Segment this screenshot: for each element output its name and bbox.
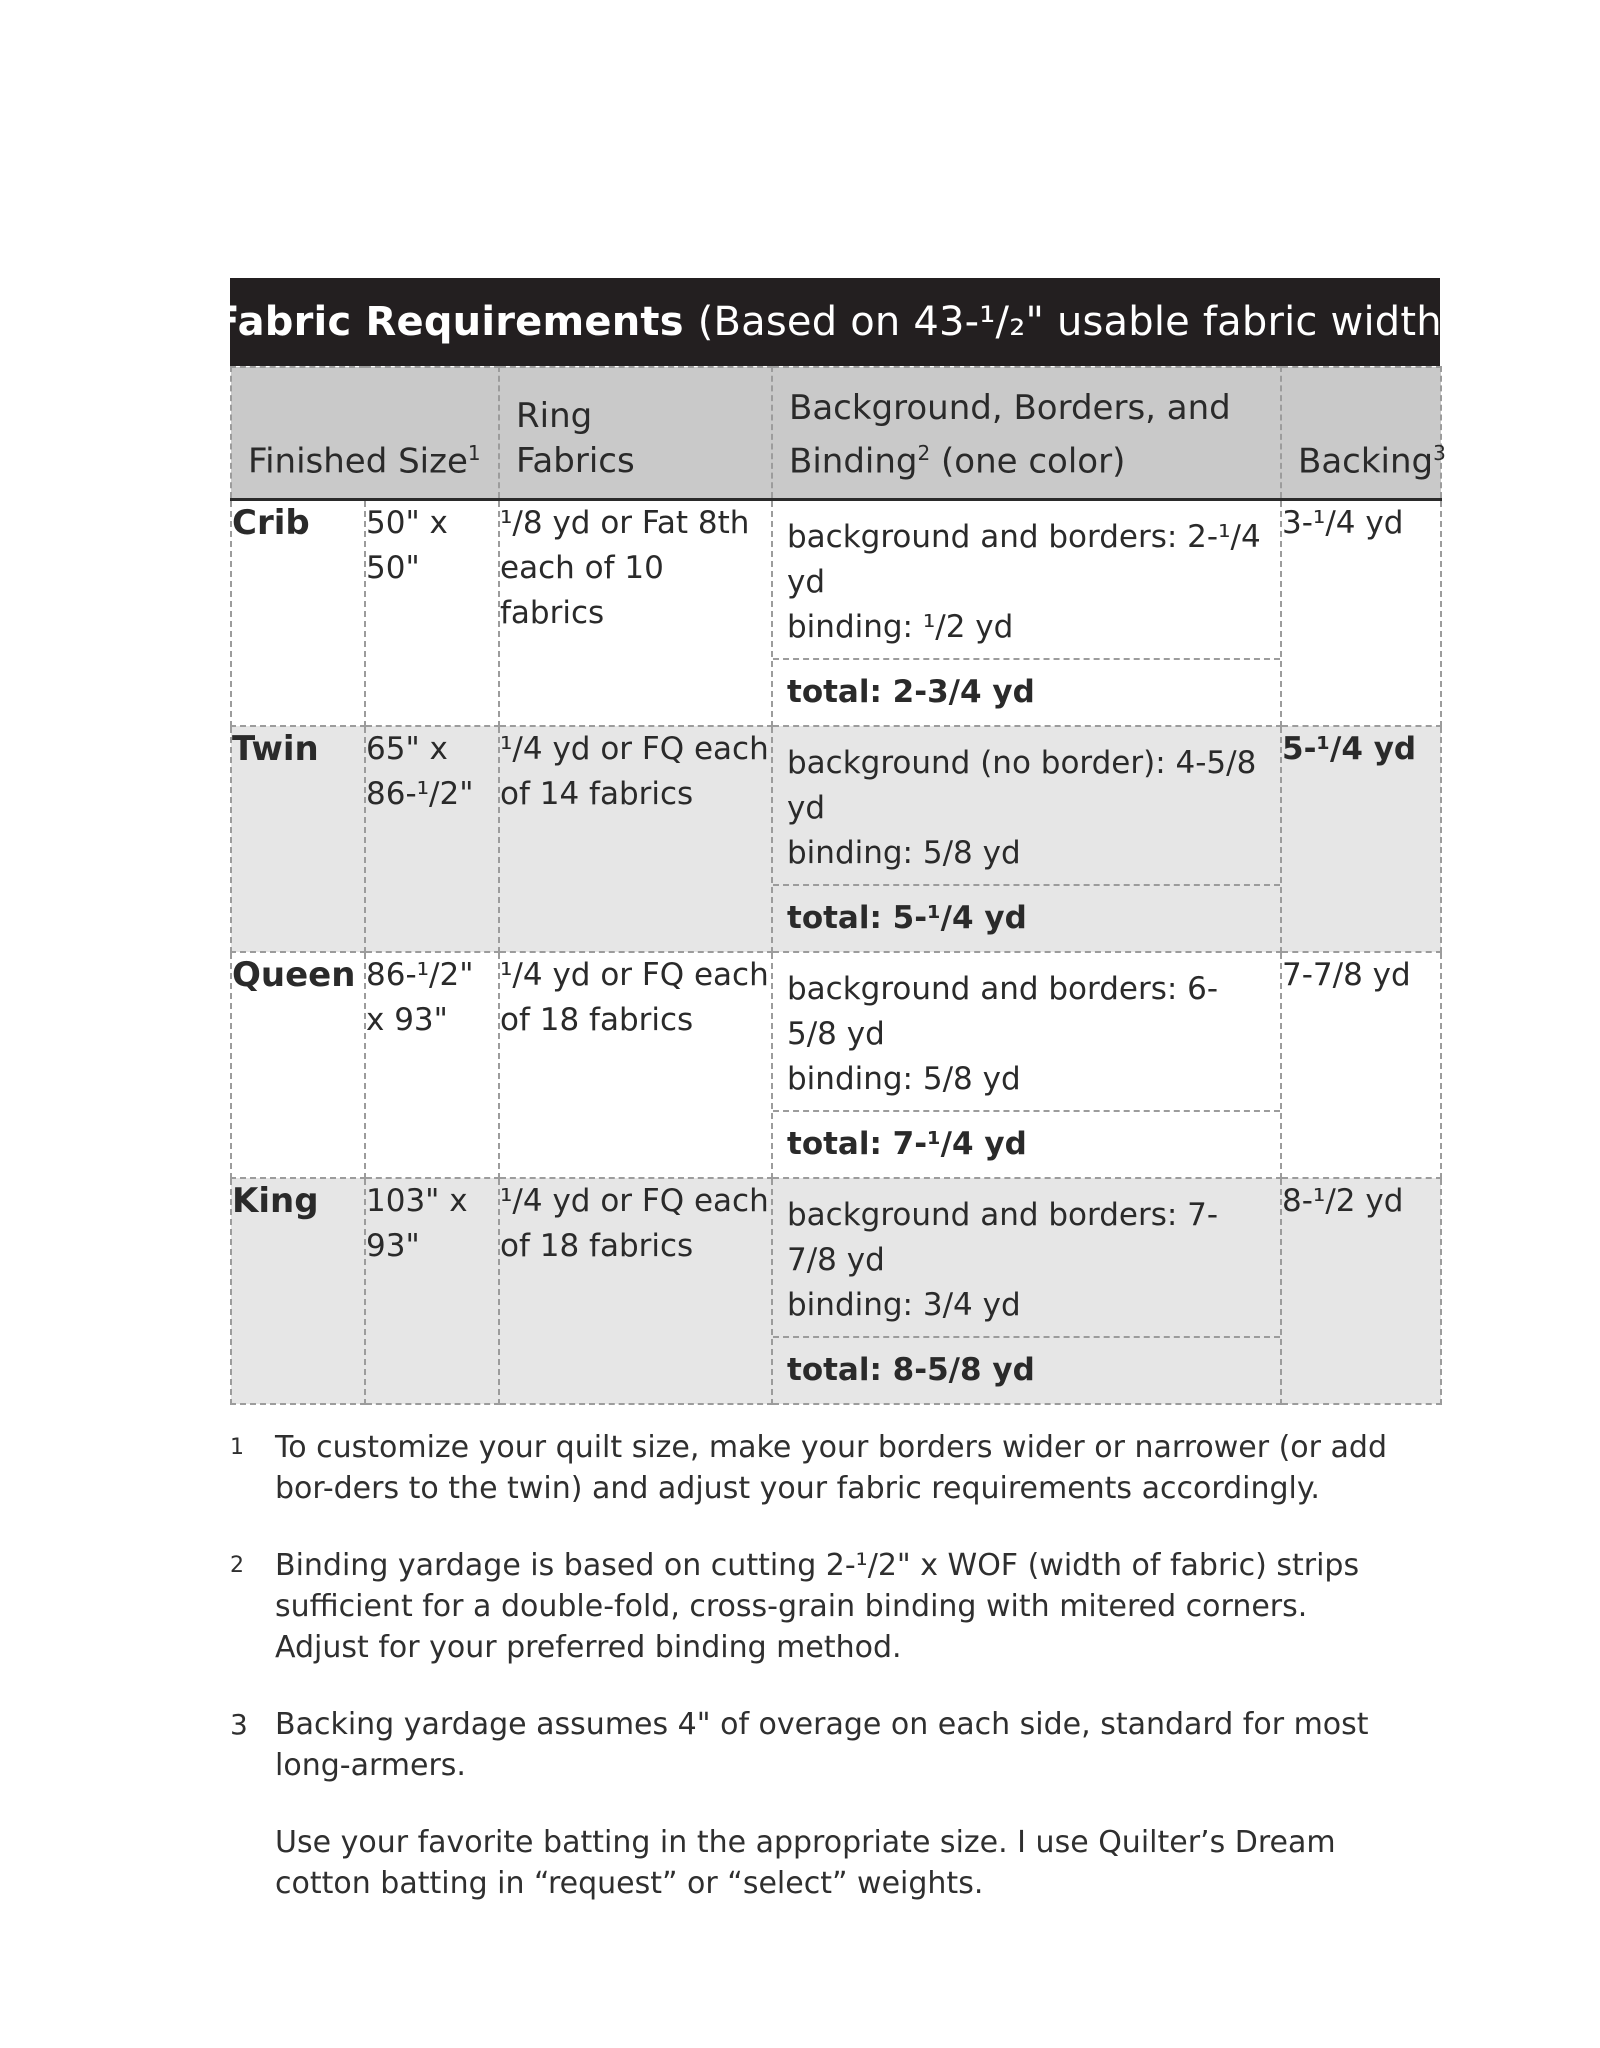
footnote-ref-1: 1 [467,440,481,465]
header-background [772,367,1281,500]
header-binding-label: Binding [789,441,918,481]
table-title: Fabric Requirements [212,299,684,345]
backing-cell: 5-¹/4 yd [1281,726,1441,952]
background-breakdown [773,501,1280,660]
header-backing-label: Backing [1298,441,1434,481]
footnote-text: Binding yardage is based on cutting 2-¹/2" x WOF (width of fabric) strips sufficient for a double-fold, cross-grain binding with mitered corners. Adjust for your preferred binding method. [275,1548,1360,1665]
backing-cell: 7-7/8 yd [1281,952,1441,1178]
size-dim-line2: 50" [366,550,420,586]
background-cell [772,726,1281,952]
footnotes [230,1427,1440,1904]
footnote-number: 2 [230,1553,244,1578]
footnote-text: To customize your quilt size, make your borders wider or narrower (or add bor-ders to the twin) and adjust your fabric requirements accordingly. [275,1430,1387,1506]
backing-cell: 8-¹/2 yd [1281,1178,1441,1404]
header-background-line1: Background, Borders, and [789,387,1231,428]
footnote-ref-3: 3 [1433,440,1446,465]
header-finished-size-label: Finished Size [248,441,468,481]
footnote-number: 3 [230,1708,248,1741]
size-dim-line2: 86-¹/2" [366,776,474,812]
fabric-requirements-document [212,278,1458,1904]
ring-line1: ¹/4 yd or FQ each [500,731,769,767]
size-dim-line1: 50" x [366,505,448,541]
background-cell [772,1178,1281,1404]
fabric-requirements-table [230,366,1446,1405]
size-name: King [231,1178,365,1404]
background-cell [772,500,1281,727]
background-breakdown [773,727,1280,886]
footnote-1 [230,1427,1440,1509]
background-line: background and borders: 6-5/8 yd [787,971,1219,1052]
background-total: total: 2-3/4 yd [787,674,1035,710]
ring-line2: of 14 fabrics [500,776,694,812]
background-breakdown [773,953,1280,1112]
ring-line1: ¹/4 yd or FQ each [500,957,769,993]
ring-line2: of 18 fabrics [500,1228,694,1264]
footnote-2 [230,1545,1440,1668]
binding-line: binding: ¹/2 yd [787,609,1014,645]
header-ring-line2: Fabrics [516,441,635,481]
footnote-number: 1 [230,1435,244,1460]
ring-fabrics-cell [499,500,772,727]
header-ring-line1: Ring [516,396,593,436]
ring-line1: ¹/8 yd or Fat 8th [500,505,750,541]
table-subtitle: (Based on 43-¹/₂" usable fabric width) [697,299,1458,345]
binding-line: binding: 3/4 yd [787,1287,1021,1323]
header-ring-fabrics [499,367,772,500]
batting-note: Use your favorite batting in the appropriate size. I use Quilter’s Dream cotton batting in “request” or “select” weights. [275,1825,1336,1901]
header-one-color-label: (one color) [930,441,1126,481]
header-background-line2 [789,431,1264,484]
ring-line1: ¹/4 yd or FQ each [500,1183,769,1219]
ring-fabrics-cell [499,952,772,1178]
table-title-bar [212,278,1458,366]
ring-fabrics-cell [499,726,772,952]
header-finished-size [231,367,499,500]
size-dim-line1: 103" x [366,1183,468,1219]
background-total: total: 7-¹/4 yd [787,1126,1027,1162]
size-name: Twin [231,726,365,952]
size-dim-line2: 93" [366,1228,420,1264]
background-line: background and borders: 7-7/8 yd [787,1197,1219,1278]
footnote-ref-2: 2 [917,440,931,465]
binding-line: binding: 5/8 yd [787,835,1021,871]
size-dimensions [365,952,499,1178]
ring-fabrics-cell [499,1178,772,1404]
table-row-queen [231,952,1441,1178]
table-row-king [231,1178,1441,1404]
ring-line2: of 18 fabrics [500,1002,694,1038]
background-line: background and borders: 2-¹/4 yd [787,519,1261,600]
size-dim-line1: 86-¹/2" [366,957,474,993]
header-backing [1281,367,1446,500]
size-name: Crib [231,500,365,727]
ring-line2: each of 10 fabrics [500,550,664,631]
footnote-text: Backing yardage assumes 4" of overage on each side, standard for most long-armers. [275,1707,1369,1783]
background-total: total: 8-5/8 yd [787,1352,1035,1388]
backing-cell: 3-¹/4 yd [1281,500,1441,727]
binding-line: binding: 5/8 yd [787,1061,1021,1097]
table-header-row [231,367,1441,500]
background-breakdown [773,1179,1280,1338]
background-cell [772,952,1281,1178]
footnote-3 [230,1704,1440,1786]
size-dimensions [365,726,499,952]
size-dimensions [365,1178,499,1404]
size-dim-line1: 65" x [366,731,448,767]
background-line: background (no border): 4-5/8 yd [787,745,1257,826]
size-name: Queen [231,952,365,1178]
size-dimensions [365,500,499,727]
size-dim-line2: x 93" [366,1002,448,1038]
table-row-crib [231,500,1441,727]
background-total: total: 5-¹/4 yd [787,900,1027,936]
table-row-twin [231,726,1441,952]
